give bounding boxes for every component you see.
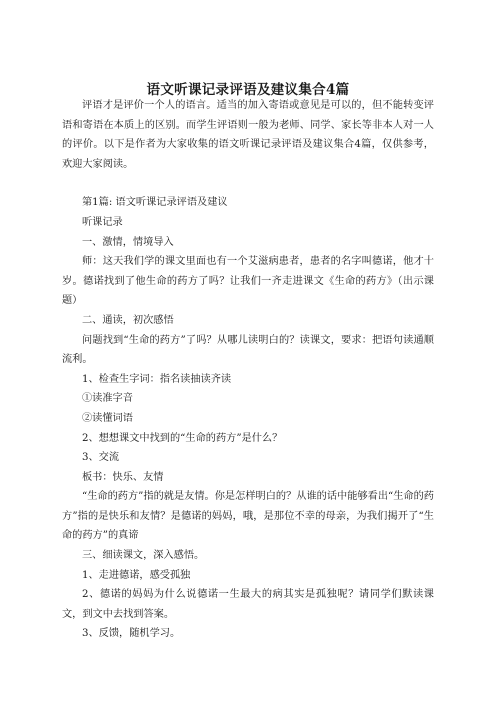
section-heading: 第1篇: 语文听课记录评语及建议 — [82, 197, 228, 209]
paragraph: 问题找到“生命的药方”了吗？从哪儿读明白的？读课文，要求：把语句读通顺流利。 — [62, 334, 434, 366]
paragraph: 3、交流 — [82, 452, 120, 464]
paragraph: 二、通读，初次感悟 — [82, 314, 174, 326]
paragraph: ①读准字音 — [82, 393, 133, 405]
paragraph: 师：这天我们学的课文里面也有一个艾滋病患者，患者的名字叫德诺，他才十岁。德诺找到了他生命的药方了吗？让我们一齐走进课文《生命的药方》（出示课题） — [62, 256, 434, 307]
paragraph: 听课记录 — [82, 216, 123, 228]
paragraph: 3、反馈，随机学习。 — [82, 628, 181, 640]
paragraph: 2、想想课文中找到的“生命的药方”是什么？ — [82, 432, 283, 444]
paragraph: 三、细读课文，深入感悟。 — [82, 550, 205, 562]
paragraph: ②读懂词语 — [82, 412, 133, 424]
document-title: 语文听课记录评语及建议集合4篇 — [146, 82, 350, 98]
paragraph-spacer — [62, 174, 434, 193]
document-body — [62, 96, 434, 644]
intro-paragraph: 评语才是评价一个人的语言。适当的加入寄语或意见是可以的，但不能转变评语和寄语在本质上的区别。而学生评语则一般为老师、同学、家长等非本人对一人的评价。以下是作者为大家收集的语文听课记录评语及建议集合4篇，仅供参考，欢迎大家阅读。 — [62, 100, 434, 170]
paragraph: 一、激情，情境导入 — [82, 236, 174, 248]
paragraph: “生命的药方”指的就是友情。你是怎样明白的？从谁的话中能够看出“生命的药方”指的是快乐和友情？是德诺的妈妈，哦，是那位不幸的母亲，为我们揭开了“生命的药方”的真谛 — [62, 491, 434, 542]
paragraph: 2、德诺的妈妈为什么说德诺一生最大的病其实是孤独呢？请同学们默读课文，到文中去找到答案。 — [62, 589, 434, 620]
paragraph: 1、检查生字词：指名读抽读齐读 — [82, 373, 232, 385]
paragraph: 板书：快乐、友情 — [82, 471, 164, 483]
paragraph: 1、走进德诺，感受孤独 — [82, 569, 191, 581]
